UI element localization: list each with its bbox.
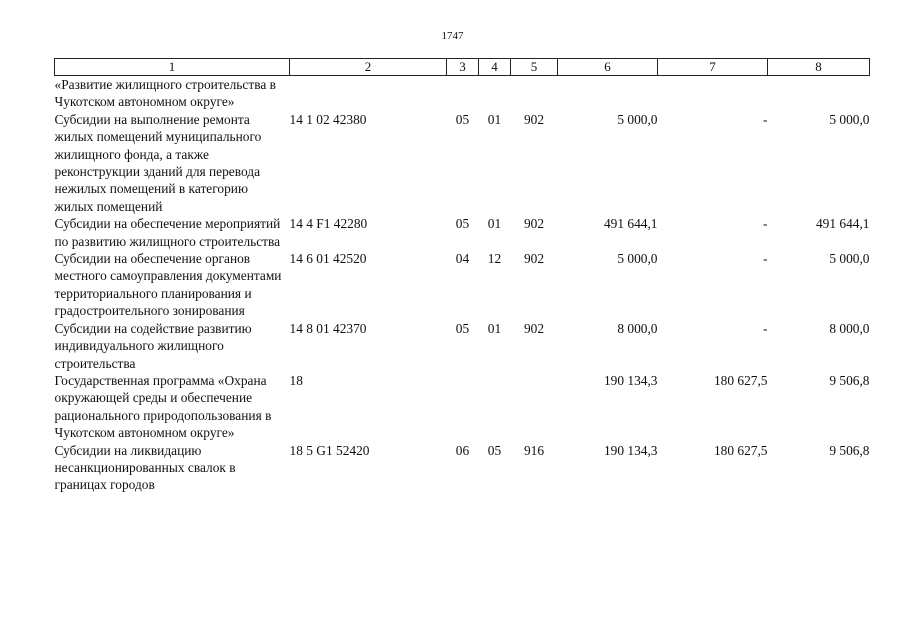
row-subsection: 01 <box>487 111 502 127</box>
column-header: 5 <box>511 59 558 76</box>
column-header: 1 <box>55 59 290 76</box>
row-code: 14 1 02 42380 <box>289 111 367 127</box>
row-subsection: 01 <box>487 320 502 336</box>
row-section: 04 <box>455 251 470 267</box>
table-row <box>55 442 870 494</box>
row-subsection <box>479 372 511 442</box>
row-code: 18 5 G1 52420 <box>289 442 370 458</box>
row-total: 491 644,1 <box>603 216 658 232</box>
row-code: 14 6 01 42520 <box>289 251 367 267</box>
row-grbs <box>511 372 558 442</box>
column-header: 3 <box>447 59 479 76</box>
row-grbs: 916 <box>523 442 545 458</box>
row-total: 5 000,0 <box>617 111 658 127</box>
row-total: 8 000,0 <box>617 320 658 336</box>
row-subsection <box>479 76 511 111</box>
table-row <box>55 111 870 215</box>
row-name: Субсидии на обеспечение органов местного самоуправления документами территориального планирования и градостроительного зонирования <box>54 251 282 319</box>
row-code: 14 4 F1 42280 <box>289 216 368 232</box>
column-header: 7 <box>658 59 768 76</box>
row-grbs: 902 <box>523 251 545 267</box>
row-federal: 180 627,5 <box>713 372 768 388</box>
row-regional: 9 506,8 <box>829 442 870 458</box>
row-federal <box>658 76 768 111</box>
row-federal: - <box>763 251 768 267</box>
column-number-header-row <box>55 59 870 76</box>
row-section: 05 <box>455 320 470 336</box>
row-regional: 491 644,1 <box>815 216 870 232</box>
row-total: 5 000,0 <box>617 251 658 267</box>
table-row <box>55 372 870 442</box>
page-number: 1747 <box>441 30 464 42</box>
column-header: 6 <box>558 59 658 76</box>
table-row <box>55 320 870 372</box>
row-code: 14 8 01 42370 <box>289 320 367 336</box>
row-section: 05 <box>455 216 470 232</box>
row-total: 190 134,3 <box>603 372 658 388</box>
row-grbs: 902 <box>523 111 545 127</box>
row-subsection: 01 <box>487 216 502 232</box>
row-total <box>558 76 658 111</box>
row-name: Субсидии на содействие развитию индивидуального жилищного строительства <box>54 320 252 371</box>
row-grbs <box>511 76 558 111</box>
row-regional: 5 000,0 <box>829 251 870 267</box>
row-section: 05 <box>455 111 470 127</box>
row-name: «Развитие жилищного строительства в Чукотском автономном округе» <box>54 77 276 110</box>
row-grbs: 902 <box>523 216 545 232</box>
column-header: 2 <box>290 59 447 76</box>
table-row <box>55 215 870 250</box>
row-name: Государственная программа «Охрана окружающей среды и обеспечение рационального природопользования в Чукотском автономном округе» <box>54 372 272 441</box>
row-regional <box>768 76 870 111</box>
row-federal: - <box>763 216 768 232</box>
row-subsection: 05 <box>487 442 502 458</box>
row-code: 18 <box>289 372 303 388</box>
row-federal: - <box>763 320 768 336</box>
row-regional: 5 000,0 <box>829 111 870 127</box>
row-grbs: 902 <box>523 320 545 336</box>
row-subsection: 12 <box>487 251 502 267</box>
budget-table <box>54 58 870 494</box>
row-regional: 9 506,8 <box>829 372 870 388</box>
row-section <box>447 372 479 442</box>
row-name: Субсидии на выполнение ремонта жилых помещений муниципального жилищного фонда, а также реконструкции зданий для перевода нежилых помещений в категорию жилых помещений <box>54 111 262 214</box>
table-row <box>55 250 870 320</box>
column-header: 8 <box>768 59 870 76</box>
row-section <box>447 76 479 111</box>
row-regional: 8 000,0 <box>829 320 870 336</box>
column-header: 4 <box>479 59 511 76</box>
row-name: Субсидии на обеспечение мероприятий по развитию жилищного строительства <box>54 216 281 249</box>
row-name: Субсидии на ликвидацию несанкционированных свалок в границах городов <box>54 442 236 493</box>
row-federal: - <box>763 111 768 127</box>
row-federal: 180 627,5 <box>713 442 768 458</box>
row-total: 190 134,3 <box>603 442 658 458</box>
table-row <box>55 76 870 111</box>
row-code <box>290 76 447 111</box>
row-section: 06 <box>455 442 470 458</box>
